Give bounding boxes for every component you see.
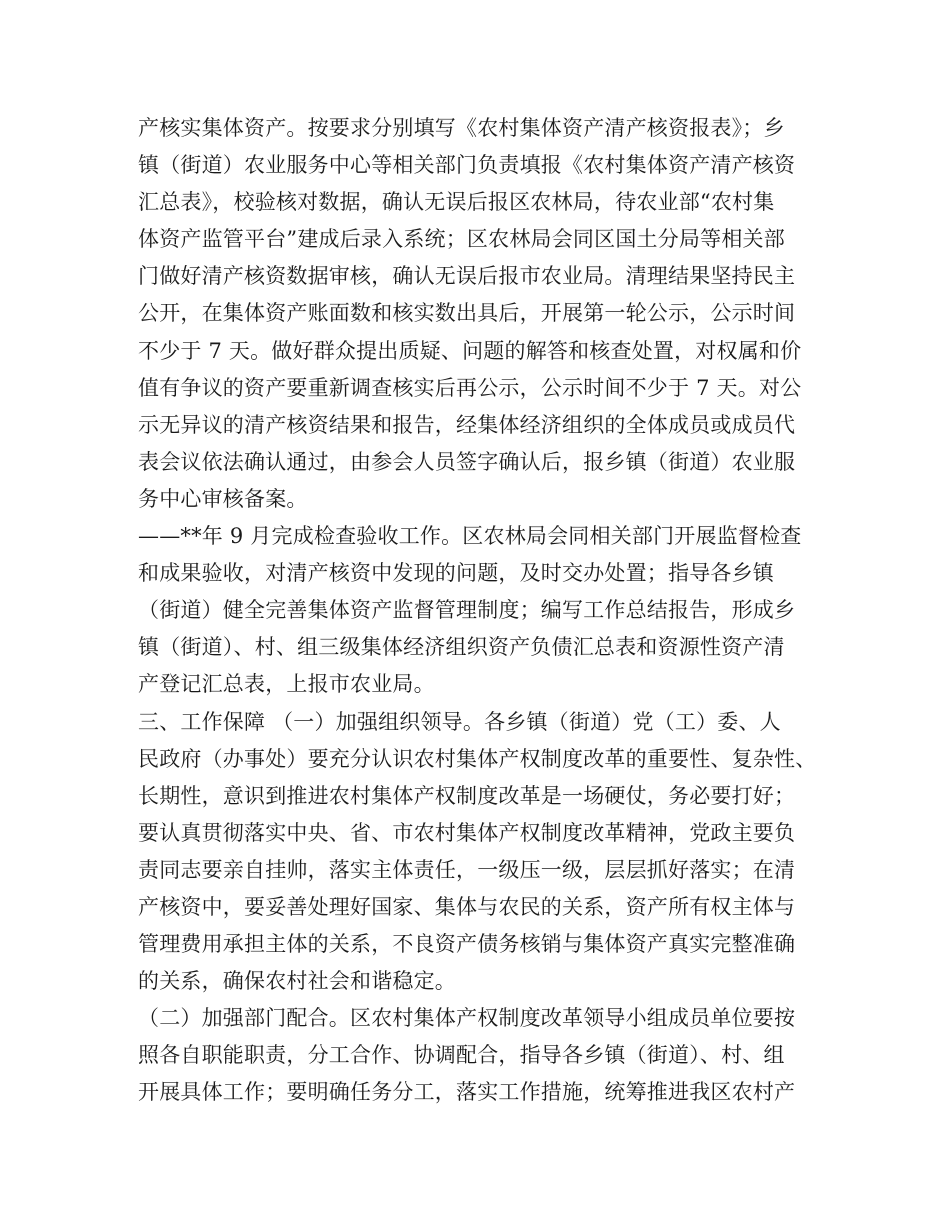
- text-line: 门做好清产核资数据审核，确认无误后报市农业局。清理结果坚持民主: [138, 264, 796, 289]
- text-line: 务中心审核备案。: [138, 486, 308, 511]
- text-line: 值有争议的资产要重新调查核实后再公示，公示时间不少于 7 天。对公: [138, 375, 802, 400]
- text-line: 产核实集体资产。按要求分别填写《农村集体资产清产核资报表》；乡: [138, 116, 785, 140]
- text-line: 要认真贯彻落实中央、省、市农村集体产权制度改革精神，党政主要负: [138, 820, 796, 845]
- text-line: 公开，在集体资产账面数和核实数出具后，开展第一轮公示，公示时间: [138, 301, 796, 326]
- text-line: 表会议依法确认通过，由参会人员签字确认后，报乡镇（街道）农业服: [138, 449, 796, 474]
- section-heading-line: 三、工作保障 （一）加强组织领导。各乡镇（街道）党（工）委、人: [138, 709, 781, 734]
- text-line: 镇（街道）农业服务中心等相关部门负责填报《农村集体资产清产核资: [138, 153, 796, 178]
- text-line: 管理费用承担主体的关系，不良资产债务核销与集体资产真实完整准确: [138, 932, 796, 957]
- text-line: 照各自职能职责，分工合作、协调配合，指导各乡镇（街道）、村、组: [138, 1043, 785, 1068]
- document-body: [138, 110, 828, 1112]
- subsection-heading-line: （二）加强部门配合。区农村集体产权制度改革领导小组成员单位要按: [138, 1006, 796, 1031]
- text-line: 责同志要亲自挂帅，落实主体责任，一级压一级，层层抓好落实；在清: [138, 857, 796, 882]
- text-line: ——**年 9 月完成检查验收工作。区农林局会同相关部门开展监督检查: [138, 524, 802, 549]
- text-line: 镇（街道）、村、组三级集体经济组织资产负债汇总表和资源性资产清: [138, 635, 785, 660]
- text-line: （街道）健全完善集体资产监督管理制度；编写工作总结报告，形成乡: [138, 598, 796, 623]
- text-line: 体资产监管平台”建成后录入系统；区农林局会同区国土分局等相关部: [138, 227, 785, 252]
- text-line: 开展具体工作；要明确任务分工，落实工作措施，统筹推进我区农村产: [138, 1080, 796, 1105]
- text-line: 长期性，意识到推进农村集体产权制度改革是一场硬仗，务必要打好；: [138, 783, 796, 808]
- text-line: 和成果验收，对清产核资中发现的问题，及时交办处置；指导各乡镇: [138, 561, 774, 586]
- text-line: 产登记汇总表，上报市农业局。: [138, 672, 435, 697]
- text-line: 汇总表》，校验核对数据，确认无误后报区农林局，待农业部“农村集: [138, 190, 775, 215]
- text-line: 民政府（办事处）要充分认识农村集体产权制度改革的重要性、复杂性、: [138, 746, 817, 771]
- text-line: 的关系，确保农村社会和谐稳定。: [138, 969, 456, 994]
- text-line: 产核资中，要妥善处理好国家、集体与农民的关系，资产所有权主体与: [138, 894, 796, 919]
- text-line: 示无异议的清产核资结果和报告，经集体经济组织的全体成员或成员代: [138, 412, 796, 437]
- text-line: 不少于 7 天。做好群众提出质疑、问题的解答和核查处置，对权属和价: [138, 338, 802, 363]
